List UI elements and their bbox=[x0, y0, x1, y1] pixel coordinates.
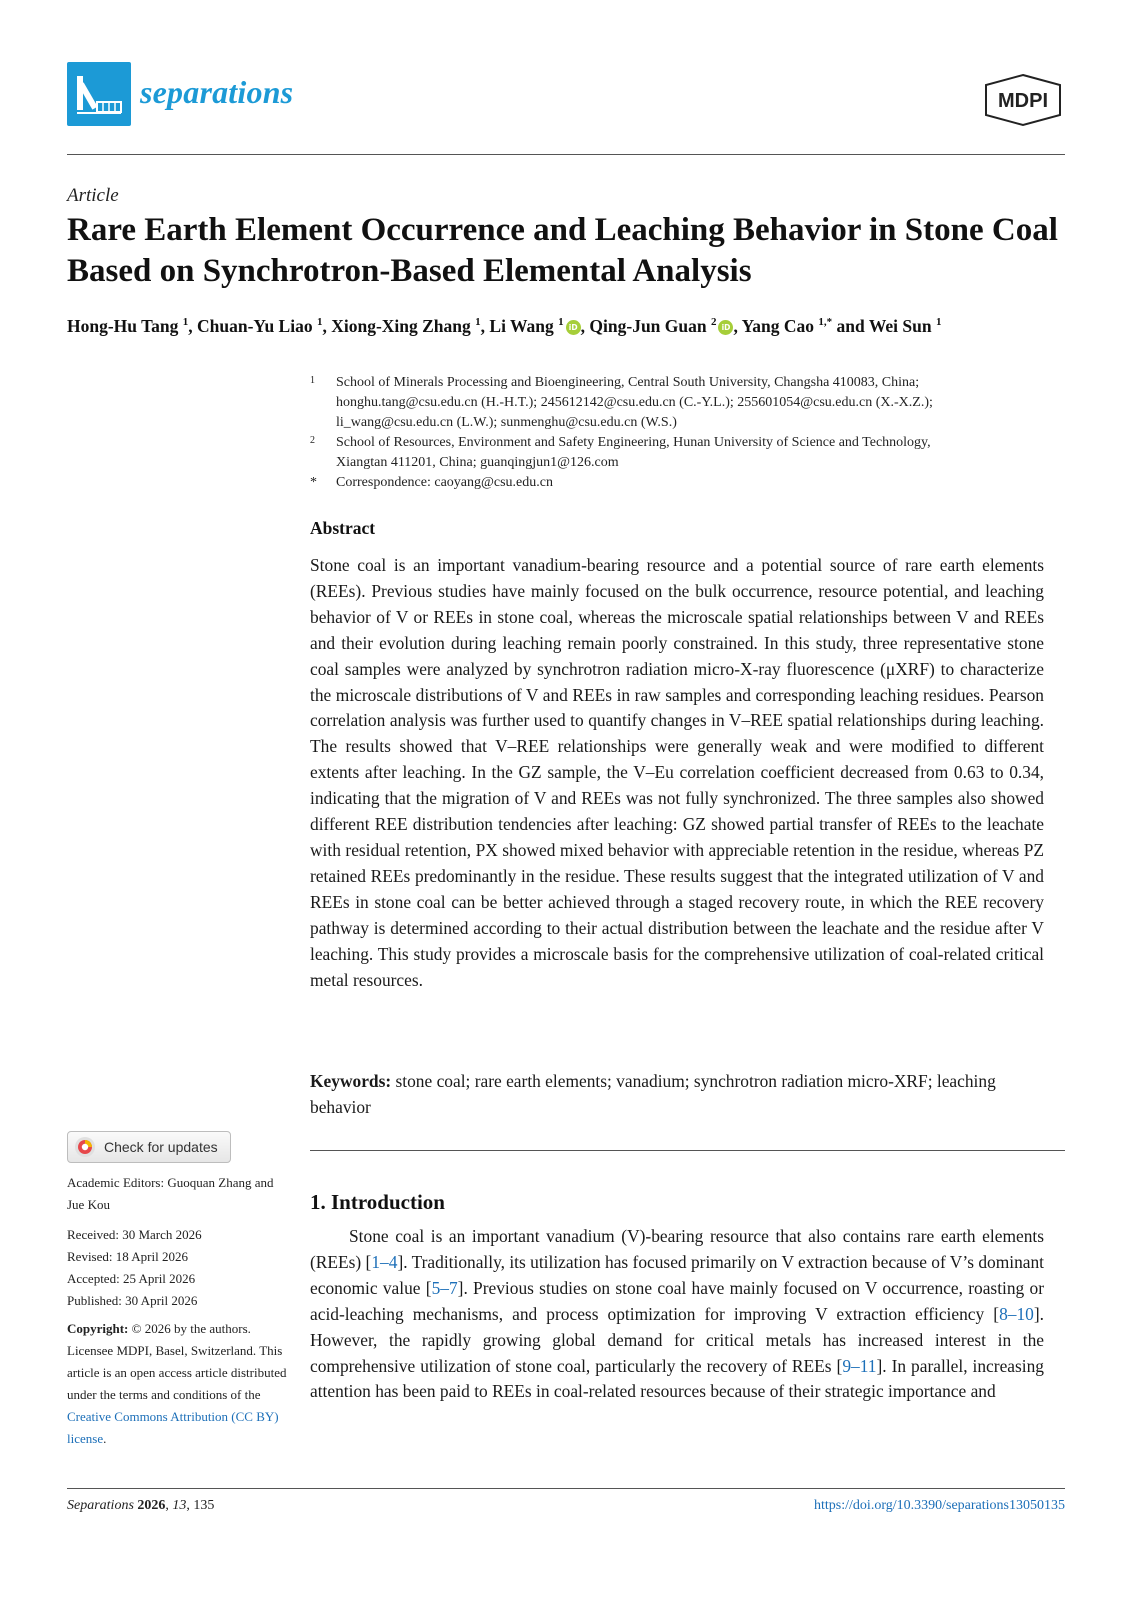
academic-editors: Academic Editors: Guoquan Zhang and Jue Kou bbox=[67, 1175, 274, 1212]
article-title: Rare Earth Element Occurrence and Leaching Behavior in Stone Coal Based on Synchrotron-Based Elemental Analysis bbox=[67, 212, 1058, 289]
affiliation-line: Xiangtan 411201, China; guanqingjun1@126.com bbox=[336, 455, 619, 470]
author-affiliation-mark: 1 bbox=[316, 316, 323, 328]
license-link[interactable]: Creative Commons Attribution (CC BY) license bbox=[67, 1409, 279, 1446]
author-affiliation-mark: 1 bbox=[475, 316, 481, 328]
copyright-label: Copyright: bbox=[67, 1321, 129, 1336]
publisher-logo[interactable] bbox=[980, 72, 1066, 128]
author-name[interactable]: Chuan-Yu Liao bbox=[197, 316, 317, 336]
check-updates-icon bbox=[74, 1136, 96, 1158]
abstract-rule bbox=[310, 1150, 1065, 1151]
footer-rule bbox=[67, 1488, 1065, 1489]
author-affiliation-mark: 1,* bbox=[818, 316, 833, 328]
keywords-text: stone coal; rare earth elements; vanadium; synchrotron radiation micro-XRF; leaching behavior bbox=[310, 1071, 996, 1117]
keywords-label: Keywords: bbox=[310, 1071, 392, 1091]
check-updates-label: Check for updates bbox=[104, 1139, 218, 1155]
author-list: Hong-Hu Tang $^1$, Chuan-Yu Liao $^1$, Xiong-Xing Zhang $^1$, Li Wang $^1$ iD , Qing-Jun Guan $^2$ iD , Yang Cao $^{1,*}$ and Wei Sun $^1$ bbox=[67, 316, 942, 336]
affiliations bbox=[310, 373, 1070, 493]
author-name[interactable]: Qing-Jun Guan bbox=[589, 316, 711, 336]
publisher-logo-icon bbox=[980, 72, 1066, 128]
publisher-name: MDPI bbox=[998, 90, 1048, 112]
doi-link[interactable]: https://doi.org/10.3390/separations13050135 bbox=[814, 1498, 1065, 1513]
license-end: . bbox=[103, 1431, 107, 1446]
affiliation-mark: 2 bbox=[310, 435, 315, 446]
affiliation-line: Correspondence: caoyang@csu.edu.cn bbox=[336, 475, 553, 490]
author-name[interactable]: Xiong-Xing Zhang bbox=[331, 316, 476, 336]
affiliation-line: School of Resources, Environment and Safety Engineering, Hunan University of Science and Technology, bbox=[336, 435, 931, 450]
affiliation-mark: * bbox=[310, 475, 317, 490]
citation-link[interactable]: 9–11 bbox=[842, 1355, 877, 1376]
affiliation-mark: 1 bbox=[310, 375, 315, 386]
affiliation-line: School of Minerals Processing and Bioengineering, Central South University, Changsha 410083, China; bbox=[336, 375, 920, 390]
author-affiliation-mark: 2 bbox=[710, 316, 717, 328]
affiliation-line: li_wang@csu.edu.cn (L.W.); sunmenghu@csu.edu.cn (W.S.) bbox=[336, 415, 677, 430]
check-for-updates-button[interactable] bbox=[67, 1131, 231, 1163]
affiliation-item bbox=[310, 433, 1070, 473]
affiliation-item bbox=[310, 373, 1070, 433]
citation-line: Separations 2026, 13, 135 bbox=[67, 1498, 215, 1513]
footer-volume: 13 bbox=[172, 1498, 187, 1513]
author-name[interactable]: Hong-Hu Tang bbox=[67, 316, 183, 336]
journal-name[interactable]: separations bbox=[140, 74, 294, 110]
introduction-paragraph bbox=[310, 1224, 1044, 1405]
publication-dates bbox=[67, 1224, 292, 1312]
author-affiliation-mark: 1 bbox=[558, 316, 564, 328]
date-received: Received: 30 March 2026 bbox=[67, 1227, 202, 1242]
intro-text: ]. In parallel, increasing attention has been paid to REEs in coal-related resources because of their strategic importance and bbox=[310, 1355, 1044, 1402]
abstract-heading: Abstract bbox=[310, 518, 376, 538]
intro-text: Stone coal is an important vanadium (V)-bearing resource that also contains rare earth elements (REEs) [ bbox=[310, 1226, 1044, 1272]
footer-year: 2026 bbox=[137, 1498, 166, 1513]
affiliation-line: honghu.tang@csu.edu.cn (H.-H.T.); 245612142@csu.edu.cn (C.-Y.L.); 255601054@csu.edu.cn (X.-X.Z.); bbox=[336, 395, 933, 410]
header-rule bbox=[67, 154, 1065, 155]
author-affiliation-mark: 1 bbox=[182, 316, 189, 328]
author-name[interactable]: Yang Cao bbox=[741, 316, 819, 336]
author-affiliation-mark: 1 bbox=[935, 316, 942, 328]
abstract-text: Stone coal is an important vanadium-bearing resource and a potential source of rare earth elements (REEs). Previous studies have mainly focused on the bulk occurrence, resource potential, and leaching behavior of V or REEs in stone coal, whereas the microscale spatial relationships between V and REEs and their evolution during leaching remain poorly constrained. In this study, three representative stone coal samples were analyzed by synchrotron radiation micro-X-ray fluorescence (μXRF) to characterize the microscale distributions of V and REEs in raw samples and corresponding leaching residues. Pearson correlation analysis was further used to quantify changes in V–REE spatial relationships during leaching. The results showed that V–REE relationships were generally weak and were modified to different extents after leaching. In the GZ sample, the V–Eu correlation coefficient decreased from 0.63 to 0.34, indicating that the migration of V and REEs was not fully synchronized. The three samples also showed different REE distribution tendencies after leaching: GZ showed partial transfer of REEs to the leachate with residual retention, PX showed mixed behavior with appreciable retention in the residue, whereas PZ retained REEs predominantly in the residue. These results suggest that the integrated utilization of V and REEs in stone coal can be better achieved through a staged recovery route, in which the REE recovery pathway is determined according to their actual distribution between the leachate and the residue after V leaching. This study provides a microscale basis for the comprehensive utilization of coal-related critical metal resources. bbox=[310, 555, 1044, 990]
journal-logo bbox=[67, 62, 131, 126]
copyright-text: © 2026 by the authors. Licensee MDPI, Basel, Switzerland. This article is an open access article distributed under the terms and conditions of the bbox=[67, 1321, 287, 1402]
author-name[interactable]: Wei Sun bbox=[868, 316, 936, 336]
affiliation-item bbox=[310, 473, 1070, 493]
orcid-icon[interactable]: iD bbox=[718, 320, 733, 335]
date-revised: Revised: 18 April 2026 bbox=[67, 1249, 188, 1264]
author-name[interactable]: Li Wang bbox=[489, 316, 559, 336]
citation-link[interactable]: 1–4 bbox=[371, 1251, 398, 1272]
citation-link[interactable]: 8–10 bbox=[999, 1303, 1034, 1324]
footer-page: 135 bbox=[193, 1498, 215, 1513]
intro-text: ]. Traditionally, its utilization has focused primarily on V extraction because of V’s dominant economic value [ bbox=[310, 1251, 1045, 1298]
keywords bbox=[310, 1069, 1054, 1121]
intro-text: ]. Previous studies on stone coal have mainly focused on V occurrence, roasting or acid-leaching mechanisms, and process optimization for improving V extraction efficiency [ bbox=[310, 1277, 1044, 1324]
date-published: Published: 30 April 2026 bbox=[67, 1293, 198, 1308]
orcid-icon[interactable]: iD bbox=[566, 320, 581, 335]
intro-text: ]. However, the rapidly growing global demand for critical metals has increased interest in the comprehensive utilization of stone coal, particularly the recovery of REEs [ bbox=[310, 1303, 1044, 1376]
footer-journal: Separations bbox=[67, 1498, 134, 1513]
date-accepted: Accepted: 25 April 2026 bbox=[67, 1271, 196, 1286]
section-heading-introduction: 1. Introduction bbox=[310, 1190, 445, 1214]
citation-link[interactable]: 5–7 bbox=[431, 1277, 458, 1298]
journal-logo-icon bbox=[67, 62, 131, 126]
article-type: Article bbox=[67, 185, 119, 206]
copyright-notice bbox=[67, 1318, 292, 1450]
